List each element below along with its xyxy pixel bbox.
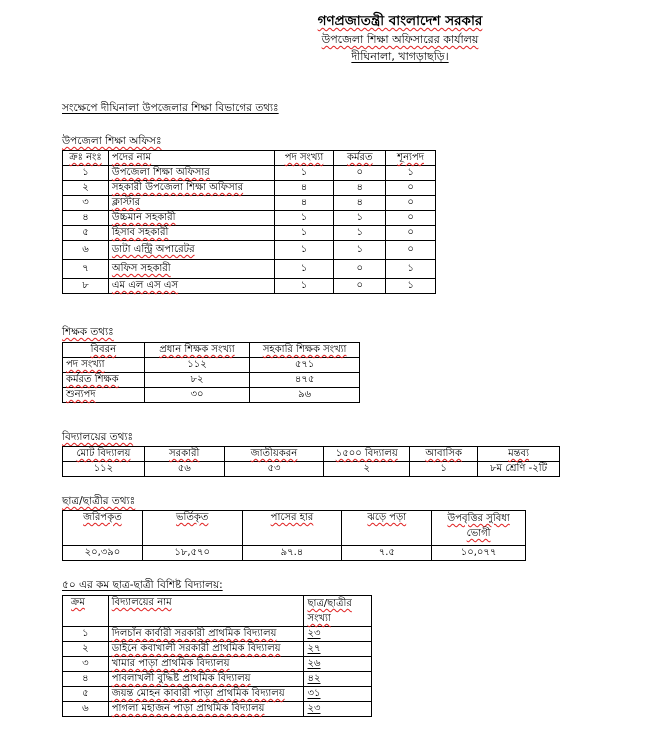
head-teacher-cell: ১১২ bbox=[144, 358, 250, 373]
serial-cell: ৬ bbox=[63, 702, 109, 717]
pass-rate-cell: ৯৭.৪ bbox=[242, 546, 342, 561]
school-name-cell: জয়ন্ত মোহন কাবারী পাড়া প্রাথমিক বিদ্যালয় bbox=[108, 687, 304, 702]
table-row bbox=[63, 627, 372, 642]
government-title: গণপ্রজাতন্ত্রী বাংলাদেশ সরকার bbox=[317, 13, 483, 29]
vacant-cell: ১ bbox=[386, 260, 436, 279]
working-cell: ৪ bbox=[334, 181, 386, 196]
column-header: ঝড়ে পড়া bbox=[342, 511, 432, 546]
teacher-section-heading: শিক্ষক তথ্যঃ bbox=[62, 326, 114, 338]
posts-cell: ৪ bbox=[274, 181, 334, 196]
posts-cell: ১ bbox=[274, 226, 334, 241]
post-name-cell: সহকারী উপজেলা শিক্ষা অফিসার bbox=[108, 181, 274, 196]
table-row bbox=[63, 226, 436, 241]
table-row bbox=[63, 657, 372, 672]
serial-cell: ১ bbox=[63, 166, 109, 181]
summary-heading: সংক্ষেপে দীঘিনালা উপজেলার শিক্ষা বিভাগের তথ্যঃ bbox=[62, 102, 279, 114]
working-cell: ১ bbox=[334, 226, 386, 241]
vacant-cell: ০ bbox=[386, 211, 436, 226]
table-row bbox=[63, 260, 436, 279]
serial-cell: ৫ bbox=[63, 226, 109, 241]
column-header: বিবরন bbox=[63, 343, 145, 358]
post-name-cell: হিসাব সহকারী bbox=[108, 226, 274, 241]
vacant-cell: ০ bbox=[386, 226, 436, 241]
student-table bbox=[62, 510, 526, 561]
table-header-row bbox=[63, 511, 526, 546]
serial-cell: ৮ bbox=[63, 279, 109, 294]
posts-cell: ১ bbox=[274, 279, 334, 294]
school-name-cell: দিলচাঁন কার্বারী সরকারী প্রাথমিক বিদ্যালয় bbox=[108, 627, 304, 642]
column-header: ভর্তিকৃত bbox=[142, 511, 242, 546]
posts-cell: ১ bbox=[274, 211, 334, 226]
table-row bbox=[63, 181, 436, 196]
student-count-cell: ২৩ bbox=[304, 702, 372, 717]
serial-cell: ২ bbox=[63, 181, 109, 196]
table-header-row bbox=[63, 447, 560, 462]
school-name-cell: খামার পাড়া প্রাথমিক বিদ্যালয় bbox=[108, 657, 304, 672]
working-cell: ১ bbox=[334, 211, 386, 226]
description-cell: শুন্যপদ bbox=[63, 388, 145, 403]
table-header-row bbox=[63, 596, 372, 627]
student-count-cell: ৩১ bbox=[304, 687, 372, 702]
posts-cell: ১ bbox=[274, 166, 334, 181]
column-header: জরিপকৃত bbox=[63, 511, 143, 546]
assistant-teacher-cell: ৪৭৫ bbox=[250, 373, 360, 388]
school-name-cell: পাগলা মহাজন পাড়া প্রাথমিক বিদ্যালয় bbox=[108, 702, 304, 717]
teacher-table bbox=[62, 342, 360, 403]
column-header: ১৫০০ বিদ্যালয় bbox=[324, 447, 410, 462]
description-cell: পদ সংখ্যা bbox=[63, 358, 145, 373]
nationalized-cell: ৫৩ bbox=[224, 462, 324, 477]
small-school-table bbox=[62, 595, 372, 717]
post-name-cell: অফিস সহকারী bbox=[108, 260, 274, 279]
serial-cell: ৪ bbox=[63, 672, 109, 687]
column-header: ছাত্র/ছাত্রীর সংখ্যা bbox=[304, 596, 372, 627]
table-row bbox=[63, 211, 436, 226]
table-row bbox=[63, 672, 372, 687]
post-name-cell: উচ্চমান সহকারী bbox=[108, 211, 274, 226]
table-row bbox=[63, 546, 526, 561]
table-row bbox=[63, 241, 436, 260]
table-row bbox=[63, 166, 436, 181]
vacant-cell: ০ bbox=[386, 196, 436, 211]
enrolled-cell: ১৮,৫৭০ bbox=[142, 546, 242, 561]
table-header-row bbox=[63, 151, 436, 166]
serial-cell: ১ bbox=[63, 627, 109, 642]
table-row bbox=[63, 687, 372, 702]
vacant-cell: ১ bbox=[386, 166, 436, 181]
working-cell: ০ bbox=[334, 279, 386, 294]
column-header: পদ সংখ্যা bbox=[274, 151, 334, 166]
student-section-heading: ছাত্র/ছাত্রীর তথ্যঃ bbox=[62, 495, 136, 507]
total-schools-cell: ১১২ bbox=[63, 462, 145, 477]
working-cell: ৪ bbox=[334, 196, 386, 211]
description-cell: কর্মরত শিক্ষক bbox=[63, 373, 145, 388]
serial-cell: ৩ bbox=[63, 196, 109, 211]
small-school-section-heading: ৫০ এর কম ছাত্র-ছাত্রী বিশিষ্ট বিদ্যালয়: bbox=[62, 579, 223, 591]
table-row bbox=[63, 462, 560, 477]
office-section-heading: উপজেলা শিক্ষা অফিসঃ bbox=[62, 135, 162, 147]
column-header: ক্রম bbox=[63, 596, 109, 627]
column-header: আবাসিক bbox=[410, 447, 478, 462]
residential-cell: ১ bbox=[410, 462, 478, 477]
school-section-heading: বিদ্যালয়ের তথ্যঃ bbox=[62, 431, 134, 443]
dropout-cell: ৭.৫ bbox=[342, 546, 432, 561]
document-header bbox=[250, 12, 550, 65]
posts-cell: ৪ bbox=[274, 196, 334, 211]
vacant-cell: ০ bbox=[386, 181, 436, 196]
post-name-cell: ক্লাস্টার bbox=[108, 196, 274, 211]
posts-cell: ১ bbox=[274, 260, 334, 279]
office-staff-table bbox=[62, 150, 436, 294]
column-header: প্রধান শিক্ষক সংখ্যা bbox=[144, 343, 250, 358]
posts-cell: ১ bbox=[274, 241, 334, 260]
student-count-cell: ২৩ bbox=[304, 627, 372, 642]
assistant-teacher-cell: ৯৬ bbox=[250, 388, 360, 403]
office-title: উপজেলা শিক্ষা অফিসারের কার্যালয় bbox=[321, 33, 479, 46]
school-name-cell: পাবলাখলী বুদ্ধিষ্ট প্রাথমিক বিদ্যালয় bbox=[108, 672, 304, 687]
vacant-cell: ০ bbox=[386, 241, 436, 260]
government-cell: ৫৬ bbox=[144, 462, 224, 477]
column-header: বিদ্যালয়ের নাম bbox=[108, 596, 304, 627]
vacant-cell: ১ bbox=[386, 279, 436, 294]
column-header: কর্মরত bbox=[334, 151, 386, 166]
office-location: দীঘিনালা, খাগড়াছড়ি। bbox=[351, 50, 449, 63]
column-header: ক্রঃ নংঃ bbox=[63, 151, 109, 166]
serial-cell: ৩ bbox=[63, 657, 109, 672]
table-row bbox=[63, 196, 436, 211]
column-header: সহকারি শিক্ষক সংখ্যা bbox=[250, 343, 360, 358]
schools-1500-cell: ২ bbox=[324, 462, 410, 477]
school-table bbox=[62, 446, 560, 477]
column-header: সরকারী bbox=[144, 447, 224, 462]
school-name-cell: ডাইনে কবাখালী সরকারী প্রাথমিক বিদ্যালয় bbox=[108, 642, 304, 657]
student-count-cell: ২৭ bbox=[304, 642, 372, 657]
column-header: শূন্যপদ bbox=[386, 151, 436, 166]
table-row bbox=[63, 388, 360, 403]
serial-cell: ৪ bbox=[63, 211, 109, 226]
column-header: মোট বিদ্যালয় bbox=[63, 447, 145, 462]
serial-cell: ২ bbox=[63, 642, 109, 657]
surveyed-cell: ২০,৩৯০ bbox=[63, 546, 143, 561]
table-row bbox=[63, 373, 360, 388]
student-count-cell: ২৬ bbox=[304, 657, 372, 672]
post-name-cell: উপজেলা শিক্ষা অফিসার bbox=[108, 166, 274, 181]
table-row bbox=[63, 358, 360, 373]
table-header-row bbox=[63, 343, 360, 358]
post-name-cell: এম এল এস এস bbox=[108, 279, 274, 294]
serial-cell: ৫ bbox=[63, 687, 109, 702]
post-name-cell: ডাটা এন্ট্রি অপারেটর bbox=[108, 241, 274, 260]
working-cell: ০ bbox=[334, 260, 386, 279]
serial-cell: ৭ bbox=[63, 260, 109, 279]
working-cell: ০ bbox=[334, 166, 386, 181]
column-header: জাতীয়করন bbox=[224, 447, 324, 462]
column-header: উপবৃত্তির সুবিধা ভোগী bbox=[432, 511, 526, 546]
working-cell: ১ bbox=[334, 241, 386, 260]
column-header: পদের নাম bbox=[108, 151, 274, 166]
table-row bbox=[63, 279, 436, 294]
column-header: মন্তব্য bbox=[478, 447, 560, 462]
student-count-cell: ৪২ bbox=[304, 672, 372, 687]
serial-cell: ৬ bbox=[63, 241, 109, 260]
table-row bbox=[63, 642, 372, 657]
stipend-cell: ১০,০৭৭ bbox=[432, 546, 526, 561]
table-row bbox=[63, 702, 372, 717]
head-teacher-cell: ৮২ bbox=[144, 373, 250, 388]
remarks-cell: ৮ম শ্রেণি -২টি bbox=[478, 462, 560, 477]
head-teacher-cell: ৩০ bbox=[144, 388, 250, 403]
assistant-teacher-cell: ৫৭১ bbox=[250, 358, 360, 373]
column-header: পাসের হার bbox=[242, 511, 342, 546]
